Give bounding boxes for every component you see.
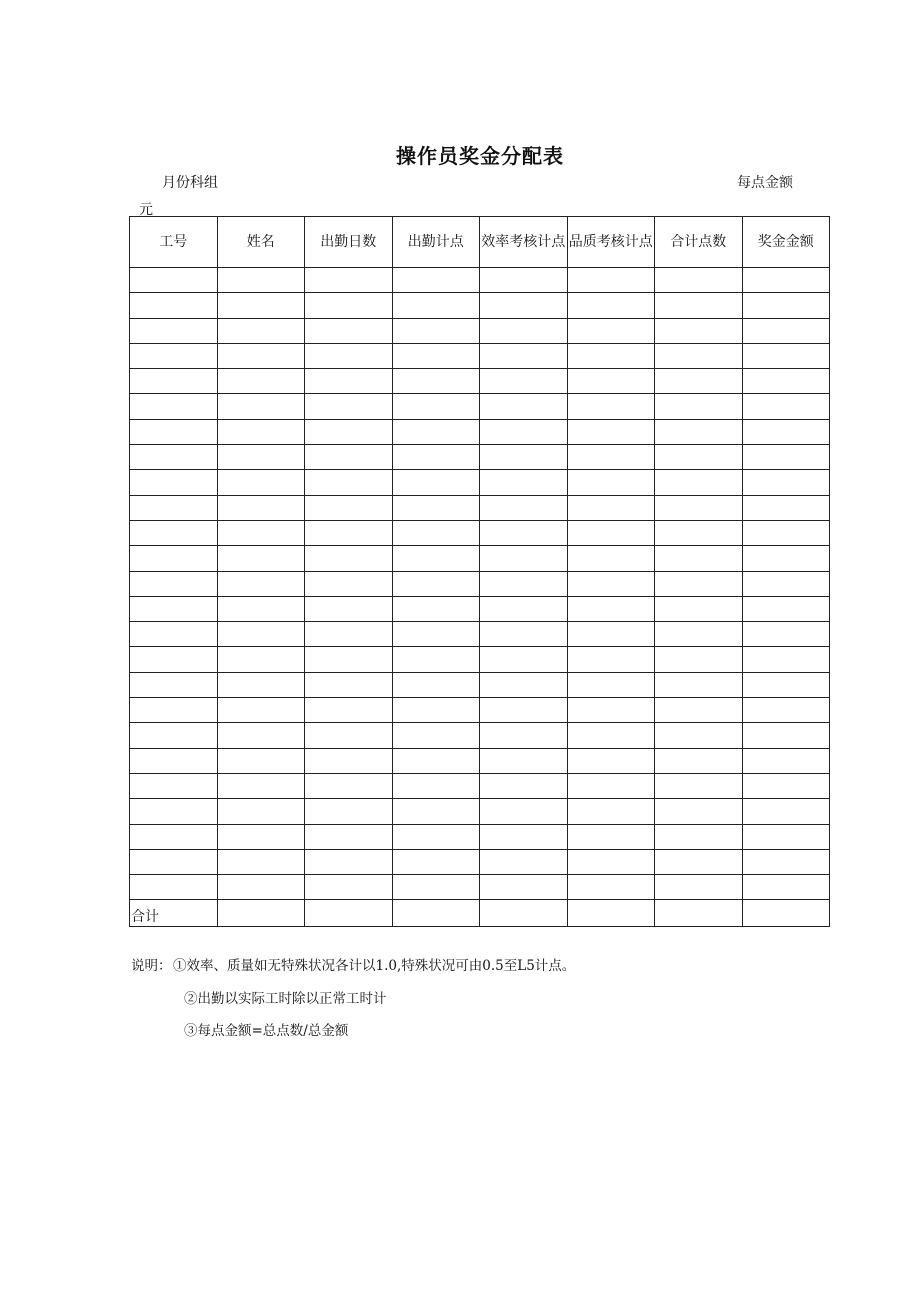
table-cell[interactable] (305, 520, 393, 545)
table-cell[interactable] (392, 773, 480, 798)
header-name: 姓名 (217, 217, 305, 268)
table-cell[interactable] (480, 773, 568, 798)
table-cell[interactable] (392, 849, 480, 874)
table-cell[interactable] (742, 546, 830, 571)
table-cell[interactable] (217, 824, 305, 849)
table-cell[interactable] (130, 268, 218, 293)
table-cell[interactable] (655, 318, 743, 343)
total-cell[interactable] (567, 900, 655, 926)
table-cell[interactable] (655, 672, 743, 697)
table-cell[interactable] (217, 445, 305, 470)
table-cell[interactable] (217, 723, 305, 748)
table-row (130, 672, 830, 697)
table-cell[interactable] (480, 622, 568, 647)
table-cell[interactable] (130, 546, 218, 571)
table-row (130, 875, 830, 900)
table-row (130, 698, 830, 723)
table-cell[interactable] (480, 698, 568, 723)
table-row (130, 445, 830, 470)
table-cell[interactable] (392, 672, 480, 697)
table-cell[interactable] (217, 596, 305, 621)
table-cell[interactable] (742, 445, 830, 470)
table-cell[interactable] (480, 369, 568, 394)
table-cell[interactable] (392, 647, 480, 672)
table-row (130, 546, 830, 571)
table-cell[interactable] (655, 419, 743, 444)
table-cell[interactable] (567, 875, 655, 900)
table-cell[interactable] (305, 875, 393, 900)
table-cell[interactable] (742, 596, 830, 621)
table-cell[interactable] (480, 799, 568, 824)
table-cell[interactable] (392, 723, 480, 748)
table-cell[interactable] (305, 773, 393, 798)
table-cell[interactable] (392, 495, 480, 520)
table-cell[interactable] (742, 495, 830, 520)
table-cell[interactable] (130, 394, 218, 419)
table-cell[interactable] (130, 343, 218, 368)
table-cell[interactable] (217, 622, 305, 647)
header-total-points: 合计点数 (655, 217, 743, 268)
table-row (130, 495, 830, 520)
table-cell[interactable] (655, 470, 743, 495)
table-cell[interactable] (305, 698, 393, 723)
table-cell[interactable] (567, 748, 655, 773)
table-cell[interactable] (305, 849, 393, 874)
table-cell[interactable] (567, 799, 655, 824)
table-cell[interactable] (217, 875, 305, 900)
table-cell[interactable] (567, 546, 655, 571)
table-header-row (130, 217, 830, 268)
table-cell[interactable] (655, 799, 743, 824)
table-cell[interactable] (567, 343, 655, 368)
table-cell[interactable] (480, 546, 568, 571)
table-cell[interactable] (567, 369, 655, 394)
table-cell[interactable] (305, 445, 393, 470)
table-cell[interactable] (480, 293, 568, 318)
currency-unit-label: 元 (139, 202, 153, 218)
total-label: 合计 (130, 900, 218, 926)
table-cell[interactable] (567, 495, 655, 520)
table-cell[interactable] (305, 748, 393, 773)
table-cell[interactable] (217, 546, 305, 571)
table-row (130, 571, 830, 596)
table-cell[interactable] (305, 293, 393, 318)
table-cell[interactable] (567, 773, 655, 798)
table-cell[interactable] (655, 394, 743, 419)
table-cell[interactable] (392, 875, 480, 900)
table-cell[interactable] (130, 470, 218, 495)
table-cell[interactable] (567, 596, 655, 621)
table-row (130, 394, 830, 419)
table-cell[interactable] (480, 647, 568, 672)
table-row (130, 723, 830, 748)
table-cell[interactable] (305, 723, 393, 748)
table-cell[interactable] (742, 875, 830, 900)
table-cell[interactable] (217, 773, 305, 798)
note-item: ③每点金额=总点数/总金额 (184, 1023, 349, 1039)
month-department-label: 月份科组 (162, 175, 218, 191)
table-cell[interactable] (480, 849, 568, 874)
table-cell[interactable] (130, 849, 218, 874)
table-cell[interactable] (217, 293, 305, 318)
table-cell[interactable] (130, 748, 218, 773)
note-item: ①效率、质量如无特殊状况各计以1.0,特殊状况可由0.5至L5计点。 (173, 958, 576, 974)
table-cell[interactable] (742, 520, 830, 545)
table-cell[interactable] (480, 520, 568, 545)
table-row (130, 343, 830, 368)
total-cell[interactable] (217, 900, 305, 926)
table-row (130, 419, 830, 444)
table-cell[interactable] (217, 394, 305, 419)
table-cell[interactable] (742, 723, 830, 748)
table-row (130, 824, 830, 849)
table-cell[interactable] (655, 748, 743, 773)
table-cell[interactable] (655, 849, 743, 874)
table-cell[interactable] (305, 369, 393, 394)
table-cell[interactable] (742, 622, 830, 647)
table-row (130, 799, 830, 824)
amount-per-point-label: 每点金额 (737, 175, 793, 191)
table-cell[interactable] (392, 419, 480, 444)
table-cell[interactable] (742, 672, 830, 697)
table-cell[interactable] (567, 647, 655, 672)
table-cell[interactable] (217, 470, 305, 495)
table-cell[interactable] (742, 571, 830, 596)
table-row (130, 647, 830, 672)
table-cell[interactable] (392, 369, 480, 394)
table-cell[interactable] (567, 470, 655, 495)
note-item: ②出勤以实际工时除以正常工时计 (184, 991, 387, 1007)
table-cell[interactable] (655, 773, 743, 798)
table-cell[interactable] (392, 268, 480, 293)
table-cell[interactable] (305, 268, 393, 293)
table-cell[interactable] (480, 445, 568, 470)
table-cell[interactable] (567, 419, 655, 444)
table-cell[interactable] (567, 268, 655, 293)
table-cell[interactable] (392, 698, 480, 723)
table-cell[interactable] (742, 849, 830, 874)
table-cell[interactable] (305, 647, 393, 672)
total-cell[interactable] (655, 900, 743, 926)
table-cell[interactable] (480, 748, 568, 773)
table-cell[interactable] (305, 799, 393, 824)
table-cell[interactable] (392, 394, 480, 419)
table-cell[interactable] (305, 546, 393, 571)
table-cell[interactable] (567, 394, 655, 419)
table-cell[interactable] (567, 824, 655, 849)
table-row (130, 369, 830, 394)
table-cell[interactable] (305, 672, 393, 697)
table-cell[interactable] (392, 470, 480, 495)
table-cell[interactable] (130, 318, 218, 343)
table-cell[interactable] (130, 875, 218, 900)
table-cell[interactable] (217, 647, 305, 672)
table-row (130, 470, 830, 495)
table-cell[interactable] (655, 824, 743, 849)
table-cell[interactable] (742, 369, 830, 394)
table-cell[interactable] (130, 622, 218, 647)
table-cell[interactable] (742, 698, 830, 723)
table-cell[interactable] (567, 445, 655, 470)
table-cell[interactable] (130, 596, 218, 621)
table-cell[interactable] (742, 799, 830, 824)
table-cell[interactable] (217, 419, 305, 444)
table-cell[interactable] (392, 596, 480, 621)
table-cell[interactable] (742, 748, 830, 773)
table-cell[interactable] (305, 824, 393, 849)
table-cell[interactable] (392, 571, 480, 596)
table-cell[interactable] (742, 470, 830, 495)
table-cell[interactable] (130, 773, 218, 798)
header-efficiency-points: 效率考核计点 (480, 217, 568, 268)
table-cell[interactable] (217, 748, 305, 773)
table-cell[interactable] (130, 824, 218, 849)
table-cell[interactable] (567, 672, 655, 697)
table-row (130, 293, 830, 318)
table-cell[interactable] (305, 622, 393, 647)
table-cell[interactable] (567, 293, 655, 318)
bonus-table (129, 216, 830, 927)
table-cell[interactable] (392, 445, 480, 470)
table-row (130, 773, 830, 798)
table-cell[interactable] (567, 698, 655, 723)
table-cell[interactable] (130, 293, 218, 318)
table-cell[interactable] (655, 445, 743, 470)
table-row (130, 520, 830, 545)
total-cell[interactable] (742, 900, 830, 926)
table-cell[interactable] (742, 824, 830, 849)
table-cell[interactable] (655, 875, 743, 900)
table-row (130, 622, 830, 647)
table-row (130, 748, 830, 773)
table-cell[interactable] (742, 343, 830, 368)
table-cell[interactable] (480, 875, 568, 900)
table-cell[interactable] (130, 369, 218, 394)
table-cell[interactable] (742, 647, 830, 672)
table-cell[interactable] (130, 520, 218, 545)
table-cell[interactable] (217, 369, 305, 394)
table-cell[interactable] (305, 419, 393, 444)
table-cell[interactable] (217, 495, 305, 520)
table-cell[interactable] (567, 723, 655, 748)
table-cell[interactable] (130, 672, 218, 697)
table-cell[interactable] (655, 647, 743, 672)
table-cell[interactable] (305, 394, 393, 419)
table-cell[interactable] (655, 293, 743, 318)
table-cell[interactable] (305, 495, 393, 520)
table-cell[interactable] (655, 343, 743, 368)
table-cell[interactable] (217, 520, 305, 545)
table-cell[interactable] (480, 672, 568, 697)
table-cell[interactable] (655, 698, 743, 723)
table-cell[interactable] (480, 419, 568, 444)
table-cell[interactable] (305, 571, 393, 596)
table-cell[interactable] (480, 343, 568, 368)
page-title: 操作员奖金分配表 (396, 144, 564, 168)
table-cell[interactable] (742, 293, 830, 318)
table-cell[interactable] (392, 520, 480, 545)
table-cell[interactable] (742, 419, 830, 444)
table-cell[interactable] (742, 394, 830, 419)
table-cell[interactable] (655, 723, 743, 748)
table-cell[interactable] (217, 571, 305, 596)
table-cell[interactable] (480, 596, 568, 621)
table-cell[interactable] (130, 495, 218, 520)
table-row (130, 849, 830, 874)
table-cell[interactable] (217, 318, 305, 343)
table-cell[interactable] (130, 647, 218, 672)
table-cell[interactable] (392, 748, 480, 773)
table-row (130, 318, 830, 343)
table-cell[interactable] (567, 622, 655, 647)
table-cell[interactable] (305, 470, 393, 495)
table-body (130, 268, 830, 927)
table-cell[interactable] (217, 849, 305, 874)
table-cell[interactable] (392, 546, 480, 571)
table-cell[interactable] (655, 369, 743, 394)
total-cell[interactable] (305, 900, 393, 926)
table-cell[interactable] (217, 799, 305, 824)
table-cell[interactable] (742, 318, 830, 343)
table-cell[interactable] (130, 571, 218, 596)
table-cell[interactable] (480, 723, 568, 748)
table-cell[interactable] (392, 799, 480, 824)
table-cell[interactable] (655, 520, 743, 545)
table-cell[interactable] (130, 445, 218, 470)
table-cell[interactable] (305, 318, 393, 343)
table-cell[interactable] (392, 293, 480, 318)
table-cell[interactable] (742, 773, 830, 798)
table-cell[interactable] (217, 343, 305, 368)
table-cell[interactable] (217, 672, 305, 697)
table-cell[interactable] (655, 268, 743, 293)
table-cell[interactable] (480, 394, 568, 419)
table-cell[interactable] (480, 470, 568, 495)
table-cell[interactable] (567, 520, 655, 545)
table-cell[interactable] (480, 268, 568, 293)
total-cell[interactable] (392, 900, 480, 926)
table-cell[interactable] (655, 622, 743, 647)
header-attendance-days: 出勤日数 (305, 217, 393, 268)
table-cell[interactable] (480, 318, 568, 343)
table-cell[interactable] (130, 723, 218, 748)
total-cell[interactable] (480, 900, 568, 926)
table-cell[interactable] (480, 824, 568, 849)
table-cell[interactable] (655, 546, 743, 571)
table-cell[interactable] (655, 571, 743, 596)
table-cell[interactable] (480, 495, 568, 520)
table-cell[interactable] (305, 343, 393, 368)
table-cell[interactable] (217, 698, 305, 723)
header-quality-points: 品质考核计点 (567, 217, 655, 268)
table-row (130, 596, 830, 621)
table-cell[interactable] (655, 495, 743, 520)
header-bonus-amount: 奖金金额 (742, 217, 830, 268)
table-cell[interactable] (130, 799, 218, 824)
table-cell[interactable] (392, 824, 480, 849)
table-cell[interactable] (567, 571, 655, 596)
table-cell[interactable] (655, 596, 743, 621)
table-cell[interactable] (392, 343, 480, 368)
header-attendance-points: 出勤计点 (392, 217, 480, 268)
table-row (130, 268, 830, 293)
table-cell[interactable] (217, 268, 305, 293)
total-row (130, 900, 830, 926)
table-cell[interactable] (392, 318, 480, 343)
notes-label: 说明： (131, 958, 172, 974)
table-cell[interactable] (305, 596, 393, 621)
table-cell[interactable] (130, 419, 218, 444)
table-cell[interactable] (130, 698, 218, 723)
header-employee-id: 工号 (130, 217, 218, 268)
table-cell[interactable] (567, 849, 655, 874)
table-cell[interactable] (392, 622, 480, 647)
table-cell[interactable] (567, 318, 655, 343)
table-cell[interactable] (480, 571, 568, 596)
table-cell[interactable] (742, 268, 830, 293)
